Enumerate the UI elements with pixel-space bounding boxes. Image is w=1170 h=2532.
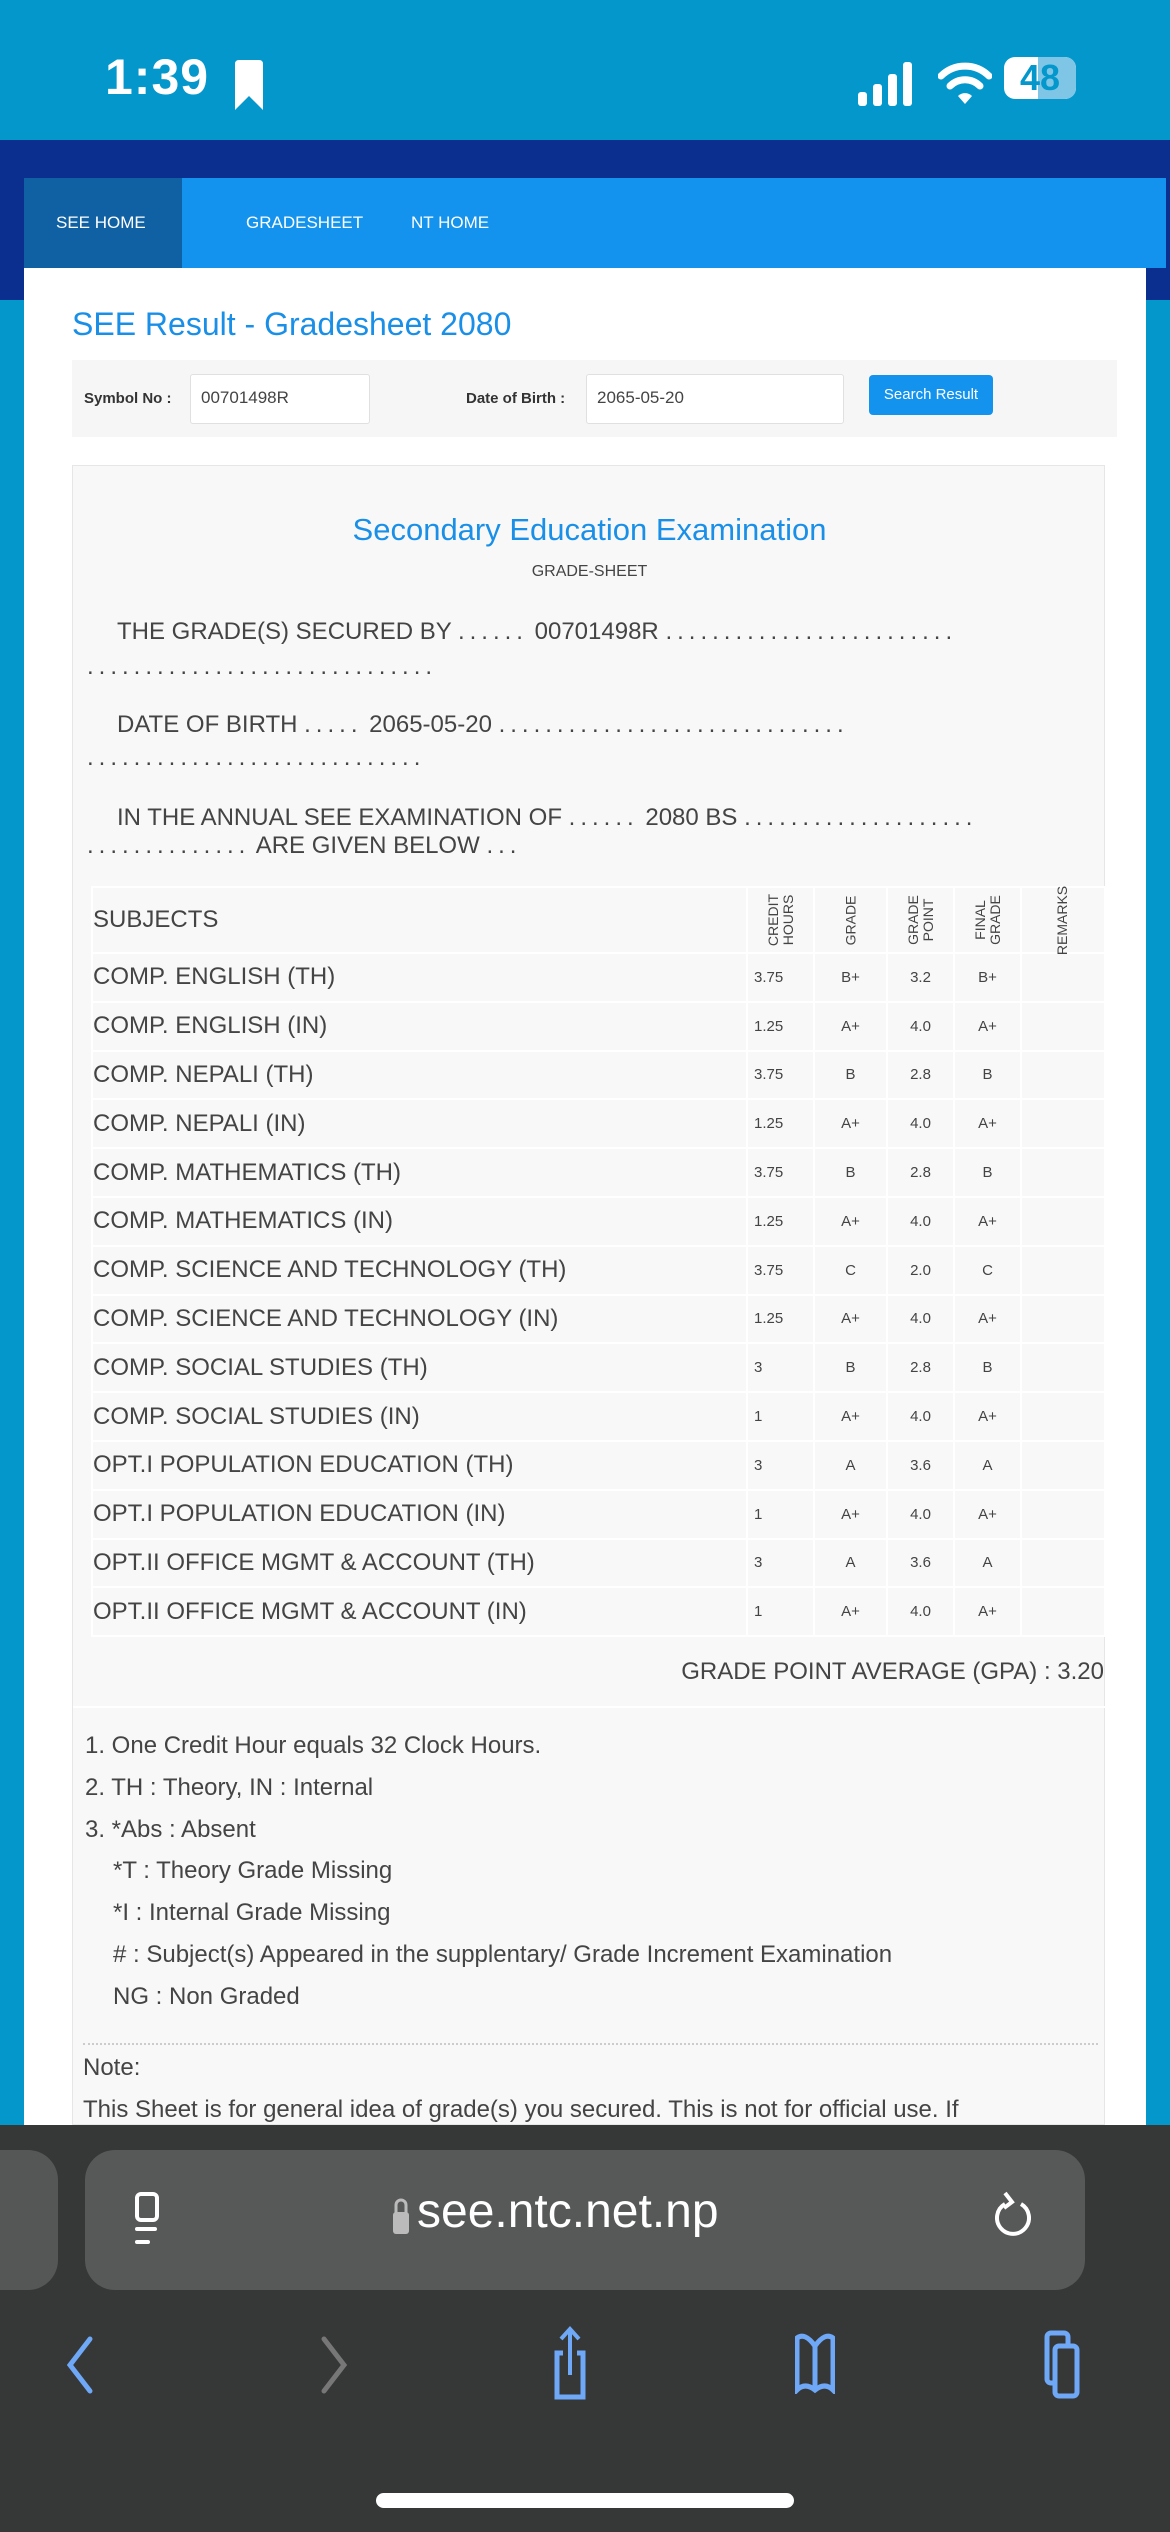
cell-grade-point: 4.0: [887, 1490, 954, 1539]
cell-grade-point: 4.0: [887, 1392, 954, 1441]
dob-line-label: DATE OF BIRTH: [117, 711, 298, 738]
cell-grade-point: 2.8: [887, 1148, 954, 1197]
previous-tab-pill[interactable]: [0, 2150, 58, 2290]
nav-see-home[interactable]: SEE HOME: [24, 178, 182, 268]
divider: [83, 2043, 1098, 2045]
table-row: [92, 1051, 1105, 1100]
cell-grade-point: 3.6: [887, 1539, 954, 1588]
cell-remarks: [1021, 1392, 1105, 1441]
table-row: [92, 1441, 1105, 1490]
cell-final-grade: A+: [954, 1002, 1021, 1051]
cell-final-grade: C: [954, 1246, 1021, 1295]
home-indicator: [376, 2493, 794, 2508]
legend-item: *I : Internal Grade Missing: [113, 1899, 391, 1927]
legend-item: # : Subject(s) Appeared in the supplentary/ Grade Increment Examination: [113, 1941, 893, 1968]
table-row: [92, 1490, 1105, 1539]
clock: 1:39: [105, 49, 210, 105]
cell-final-grade: A: [954, 1539, 1021, 1588]
cell-subject: OPT.II OFFICE MGMT & ACCOUNT (TH): [92, 1539, 747, 1588]
cell-remarks: [1021, 1539, 1105, 1588]
table-row: [92, 1539, 1105, 1588]
exam-label: IN THE ANNUAL SEE EXAMINATION OF: [117, 804, 562, 831]
grade-sheet: Secondary Education Examination GRADE-SHEET THE GRADE(S) SECURED BY ...... 00701498R ......................... .............................. DATE OF BIRTH ..... 2065-05-20 .............................. ............................. IN THE ANNUAL SEE EXAMINATION OF ...... 2080 BS .................... .............. ARE GIVEN BELOW ... SUBJECTS CREDIT HOURS GRADE GRADE POINT FINAL GRADE REMARKS COMP. ENGLISH (TH) 3.75 B+ 3.2 B+ COMP. ENGLISH (IN) 1.25 A+ 4.0 A+ COMP. NEPALI (TH) 3.75 B 2.8 B COMP. NEPALI (IN) 1.25 A+ 4.0 A+ COMP. MATHEMATICS (TH) 3.75 B 2.8 B COMP. MATHEMATICS (IN) 1.25 A+ 4.0 A+ COMP. SCIENCE AND TECHNOLOGY (TH) 3.75 C 2.0 C COMP. SCIENCE AND TECHNOLOGY (IN) 1.25 A+ 4.0 A+ COMP. SOCIAL STUDIES (TH) 3 B 2.8 B COMP. SOCIAL STUDIES (IN) 1 A+ 4.0 A+ OPT.I POPULATION EDUCATION (TH) 3 A 3.6 A OPT.I POPULATION EDUCATION (IN) 1 A+ 4.0 A+ OPT.II OFFICE MGMT & ACCOUNT (TH) 3 A 3.6 A OPT.II OFFICE MGMT & ACCOUNT (IN) 1 A+ 4.0 A+ GRADE POINT AVERAGE (GPA) : 3.20 1. One Credit Hour equals 32 Clock Hours. 2. TH : Theory, IN : Internal 3. *Abs : Absent *T : Theory Grade Missing *I : Internal Grade Missing # : Subject(s) Appeared in the supplentary/ Grade Increment Examination NG : Non Graded Note: This Sheet is for general idea of grade(s) you secured. This is not for official use. If: [72, 465, 1105, 2125]
cell-remarks: [1021, 1490, 1105, 1539]
legend-item: 1. One Credit Hour equals 32 Clock Hours.: [85, 1732, 542, 1759]
cell-grade: A+: [814, 1587, 887, 1636]
cell-final-grade: B: [954, 1343, 1021, 1392]
cell-credit-hours: 3.75: [747, 1246, 814, 1295]
cell-credit-hours: 3.75: [747, 1148, 814, 1197]
legend-item: 3. *Abs : Absent: [85, 1815, 256, 1843]
cell-grade-point: 2.8: [887, 1343, 954, 1392]
cell-final-grade: A+: [954, 1295, 1021, 1344]
browser-toolbar: [0, 2125, 1170, 2532]
cell-final-grade: A: [954, 1441, 1021, 1490]
cell-final-grade: A+: [954, 1099, 1021, 1148]
cell-remarks: [1021, 1441, 1105, 1490]
cell-grade-point: 4.0: [887, 1197, 954, 1246]
cell-final-grade: A+: [954, 1197, 1021, 1246]
dob-line-value: 2065-05-20: [369, 711, 492, 738]
cell-grade-point: 3.6: [887, 1441, 954, 1490]
cell-credit-hours: 3.75: [747, 953, 814, 1002]
secured-symbol: 00701498R: [534, 618, 659, 645]
note-text: This Sheet is for general idea of grade(s) you secured. This is not for official use. If: [83, 2096, 959, 2123]
cell-subject: COMP. MATHEMATICS (TH): [92, 1148, 747, 1197]
cell-credit-hours: 1: [747, 1490, 814, 1539]
battery-icon: [1004, 57, 1076, 99]
url: see.ntc.net.np: [417, 2185, 719, 2238]
cell-grade: A: [814, 1539, 887, 1588]
cell-remarks: [1021, 1343, 1105, 1392]
secured-by-label: THE GRADE(S) SECURED BY: [117, 618, 452, 645]
cell-final-grade: B: [954, 1051, 1021, 1100]
legend-item: *T : Theory Grade Missing: [113, 1857, 393, 1885]
reader-icon: [135, 2192, 159, 2248]
cell-credit-hours: 1: [747, 1392, 814, 1441]
address-bar[interactable]: [85, 2150, 1085, 2290]
cell-grade: A+: [814, 1490, 887, 1539]
cell-subject: OPT.I POPULATION EDUCATION (IN): [92, 1490, 747, 1539]
col-grade-point: GRADE POINT: [904, 894, 936, 945]
cell-subject: COMP. ENGLISH (TH): [92, 953, 747, 1002]
cell-credit-hours: 1: [747, 1587, 814, 1636]
share-icon[interactable]: [553, 2325, 587, 2401]
legend-item: 2. TH : Theory, IN : Internal: [85, 1773, 374, 1801]
cell-final-grade: A+: [954, 1490, 1021, 1539]
nav-bar: [24, 178, 1166, 268]
given-below: ARE GIVEN BELOW: [255, 832, 480, 859]
cell-subject: COMP. SCIENCE AND TECHNOLOGY (IN): [92, 1295, 747, 1344]
symbol-label: Symbol No :: [84, 390, 172, 407]
cell-grade: A+: [814, 1099, 887, 1148]
cell-grade-point: 4.0: [887, 1002, 954, 1051]
cell-grade-point: 2.8: [887, 1051, 954, 1100]
table-row: [92, 1392, 1105, 1441]
cell-credit-hours: 3: [747, 1441, 814, 1490]
sheet-heading: Secondary Education Examination: [352, 512, 827, 547]
wifi-icon: [938, 58, 992, 106]
cell-grade-point: 4.0: [887, 1587, 954, 1636]
cell-grade: A+: [814, 1392, 887, 1441]
cell-grade: B: [814, 1051, 887, 1100]
cell-grade-point: 2.0: [887, 1246, 954, 1295]
table-row: [92, 1295, 1105, 1344]
cell-grade: A+: [814, 1197, 887, 1246]
cell-remarks: [1021, 953, 1105, 1002]
cell-subject: COMP. SCIENCE AND TECHNOLOGY (TH): [92, 1246, 747, 1295]
col-remarks: REMARKS: [1054, 885, 1071, 955]
cell-grade: B: [814, 1148, 887, 1197]
cell-subject: COMP. NEPALI (IN): [92, 1099, 747, 1148]
cell-subject: COMP. SOCIAL STUDIES (TH): [92, 1343, 747, 1392]
table-row: [92, 1246, 1105, 1295]
cell-credit-hours: 3.75: [747, 1051, 814, 1100]
cell-grade: B: [814, 1343, 887, 1392]
cell-grade-point: 4.0: [887, 1099, 954, 1148]
cell-subject: OPT.I POPULATION EDUCATION (TH): [92, 1441, 747, 1490]
sheet-subheading: GRADE-SHEET: [531, 563, 648, 580]
cell-final-grade: A+: [954, 1587, 1021, 1636]
cell-remarks: [1021, 1295, 1105, 1344]
cell-remarks: [1021, 1051, 1105, 1100]
search-result-button[interactable]: Search Result: [869, 375, 993, 415]
symbol-input[interactable]: 00701498R: [190, 374, 370, 424]
back-icon[interactable]: [62, 2335, 96, 2395]
status-bar: [0, 0, 1170, 140]
cell-remarks: [1021, 1587, 1105, 1636]
cell-remarks: [1021, 1148, 1105, 1197]
table-row: [92, 1343, 1105, 1392]
page-title: SEE Result - Gradesheet 2080: [72, 306, 512, 342]
cell-grade: C: [814, 1246, 887, 1295]
cell-credit-hours: 1.25: [747, 1295, 814, 1344]
cell-subject: COMP. ENGLISH (IN): [92, 1002, 747, 1051]
cell-remarks: [1021, 1246, 1105, 1295]
search-form: [72, 360, 1117, 437]
gpa: GRADE POINT AVERAGE (GPA) : 3.20: [681, 1658, 1104, 1685]
bookmark-icon: [232, 60, 266, 112]
dob-input[interactable]: 2065-05-20: [586, 374, 844, 424]
cell-subject: COMP. SOCIAL STUDIES (IN): [92, 1392, 747, 1441]
cell-final-grade: B+: [954, 953, 1021, 1002]
table-row: [92, 1197, 1105, 1246]
col-final-grade: FINAL GRADE: [971, 894, 1003, 945]
note-label: Note:: [83, 2054, 141, 2081]
cell-credit-hours: 1.25: [747, 1099, 814, 1148]
cell-final-grade: A+: [954, 1392, 1021, 1441]
dob-label: Date of Birth :: [466, 390, 566, 407]
cell-credit-hours: 3: [747, 1539, 814, 1588]
tabs-icon[interactable]: [1044, 2330, 1080, 2400]
forward-icon[interactable]: [318, 2335, 352, 2395]
cell-remarks: [1021, 1002, 1105, 1051]
cell-grade-point: 4.0: [887, 1295, 954, 1344]
table-row: [92, 1002, 1105, 1051]
cell-credit-hours: 1.25: [747, 1002, 814, 1051]
cell-credit-hours: 1.25: [747, 1197, 814, 1246]
cell-grade: B+: [814, 953, 887, 1002]
battery-level: 48: [1019, 57, 1061, 98]
bookmarks-icon[interactable]: [795, 2332, 835, 2394]
legend-item: NG : Non Graded: [113, 1982, 300, 2010]
cell-grade: A: [814, 1441, 887, 1490]
reload-icon: [995, 2188, 1031, 2246]
cell-grade: A+: [814, 1002, 887, 1051]
nav-gradesheet[interactable]: GRADESHEET: [246, 213, 364, 232]
cell-subject: OPT.II OFFICE MGMT & ACCOUNT (IN): [92, 1587, 747, 1636]
col-subjects: SUBJECTS: [92, 887, 747, 953]
cell-remarks: [1021, 1099, 1105, 1148]
exam-year: 2080 BS: [645, 804, 738, 831]
cell-remarks: [1021, 1197, 1105, 1246]
col-grade: GRADE: [841, 895, 858, 945]
grades-table: [91, 886, 1106, 1637]
cell-grade-point: 3.2: [887, 953, 954, 1002]
table-row: [92, 1148, 1105, 1197]
table-row: [92, 1099, 1105, 1148]
lock-icon: [393, 2195, 409, 2235]
cell-grade: A+: [814, 1295, 887, 1344]
signal-icon: [858, 62, 918, 106]
nav-nt-home[interactable]: NT HOME: [411, 213, 490, 232]
table-row: [92, 953, 1105, 1002]
cell-credit-hours: 3: [747, 1343, 814, 1392]
cell-subject: COMP. NEPALI (TH): [92, 1051, 747, 1100]
table-row: [92, 1587, 1105, 1636]
cell-subject: COMP. MATHEMATICS (IN): [92, 1197, 747, 1246]
col-credit-hours: CREDIT HOURS: [764, 893, 796, 946]
cell-final-grade: B: [954, 1148, 1021, 1197]
